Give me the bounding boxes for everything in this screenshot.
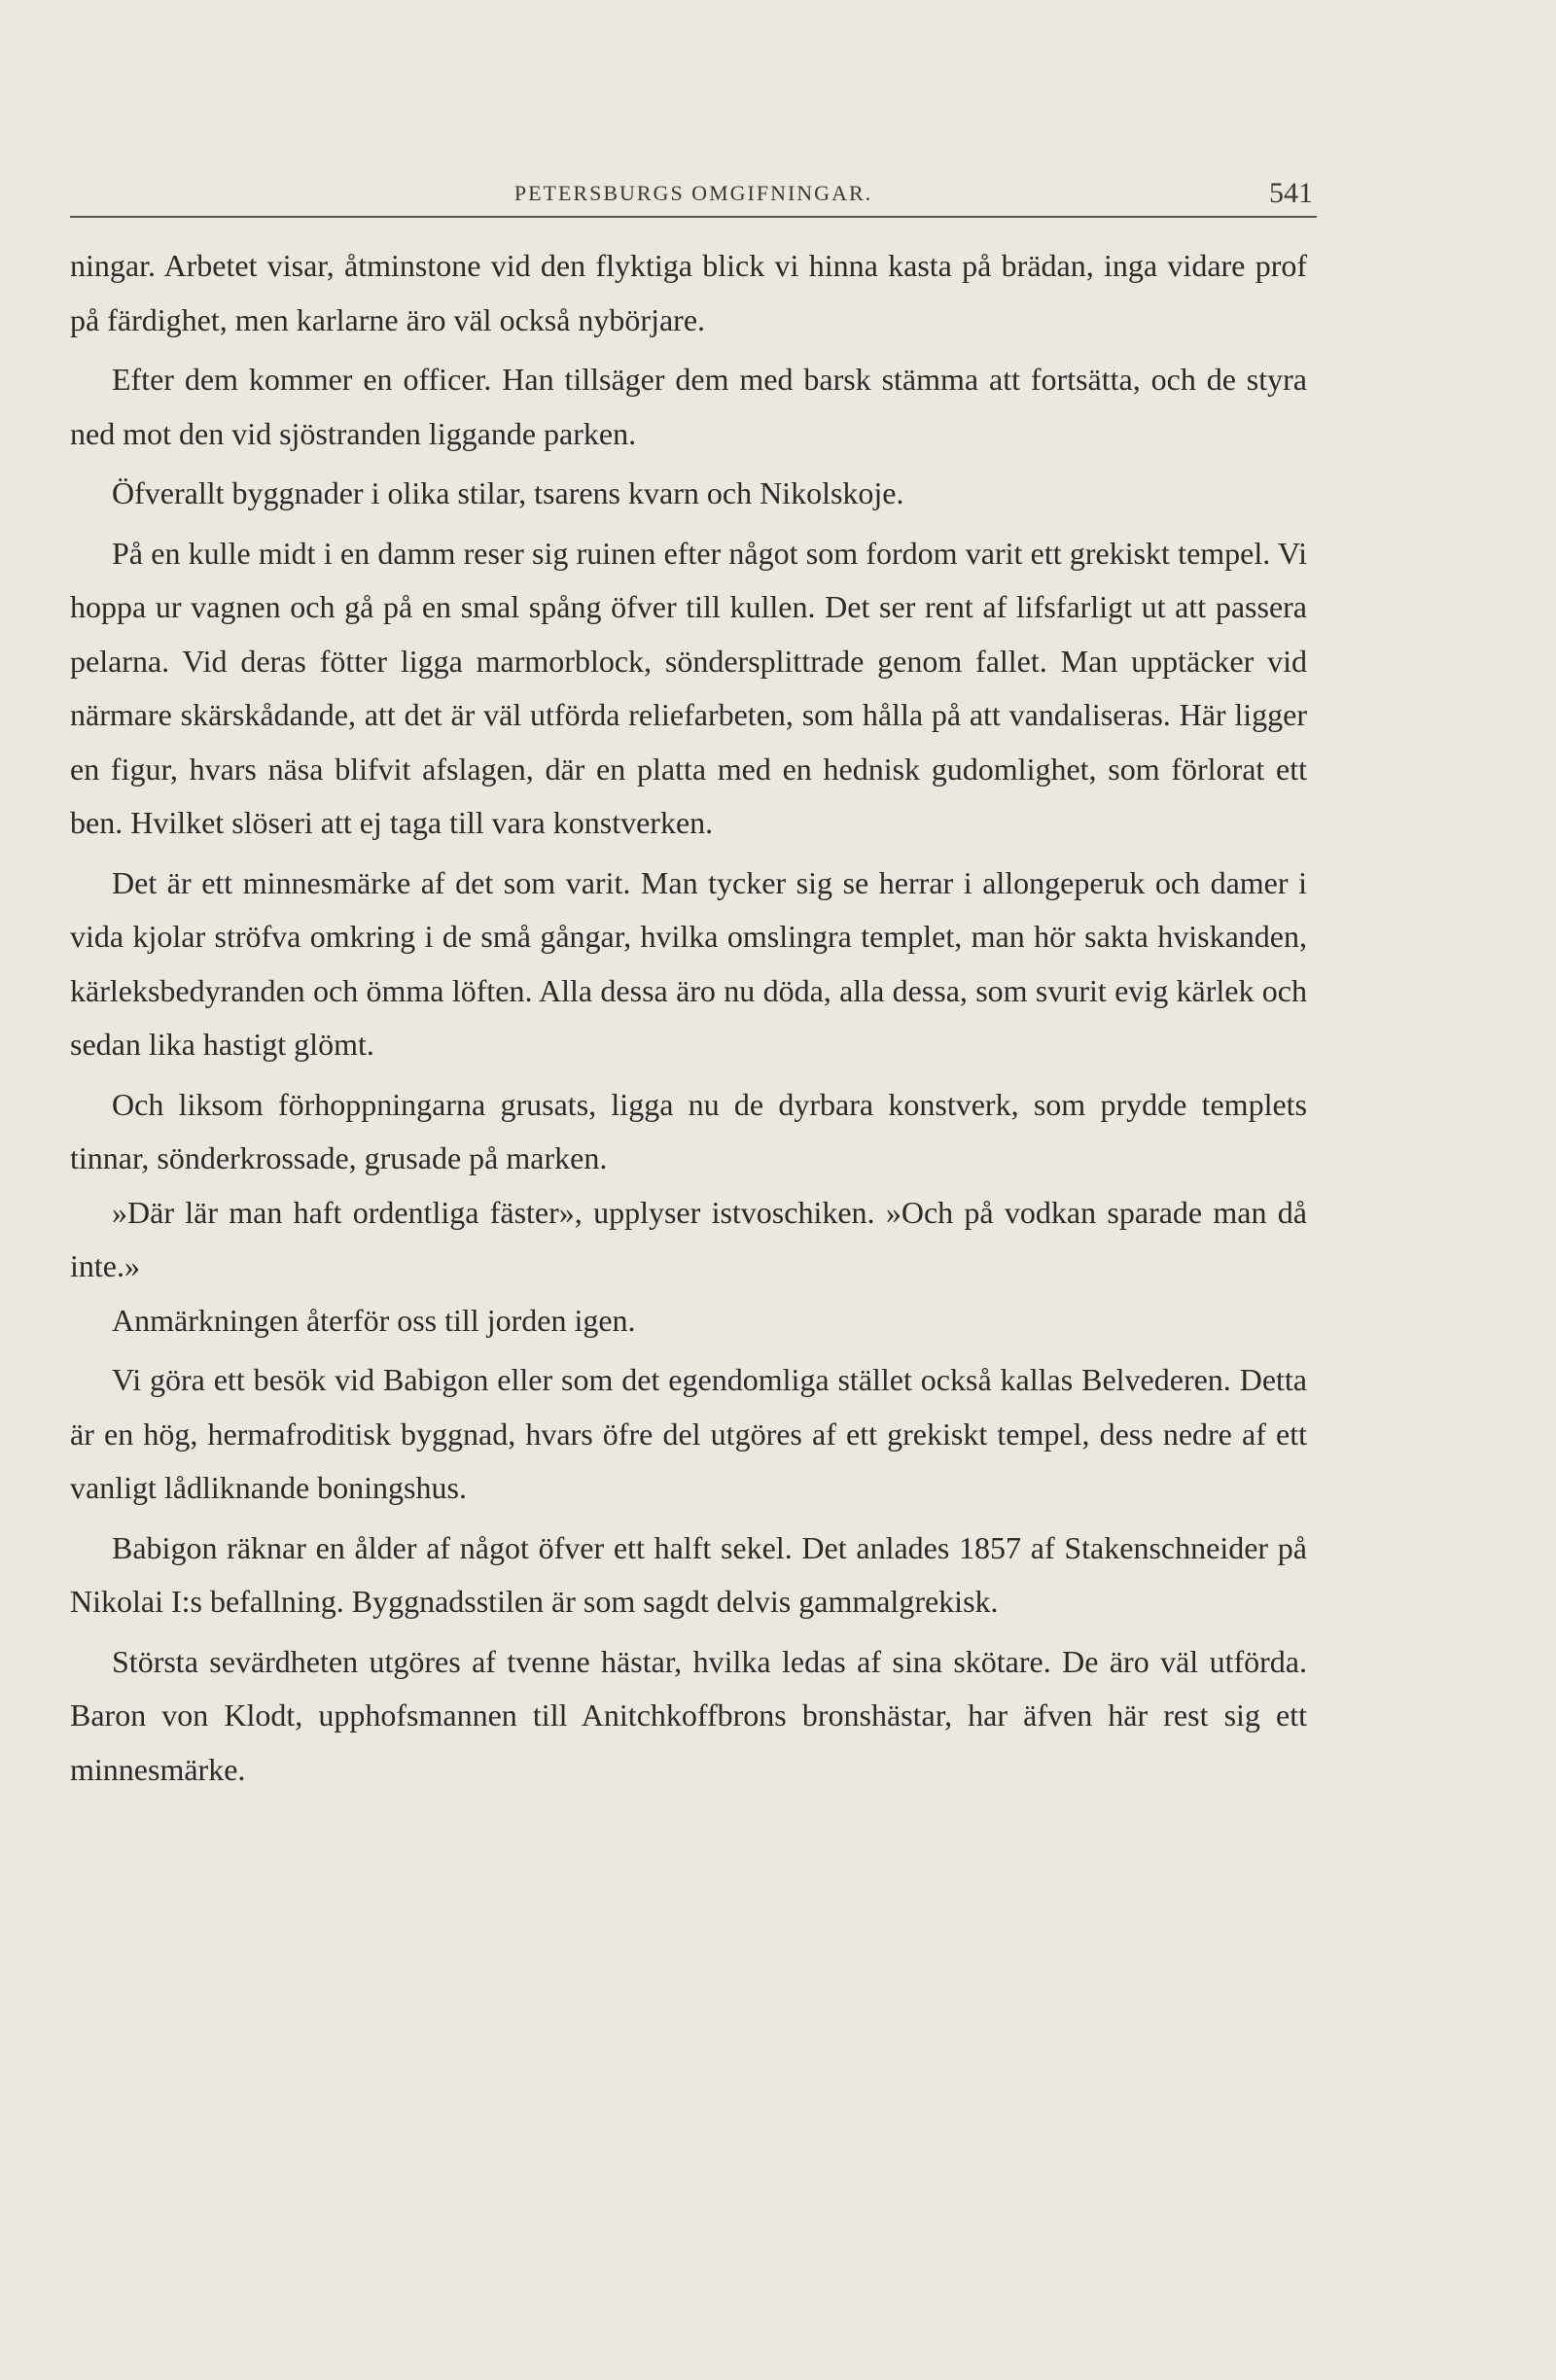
paragraph: Och liksom förhoppningarna grusats, ligga nu de dyrbara konstverk, som prydde templets tinnar, sönderkrossade, grusade på marken. <box>70 1086 1307 1175</box>
page-header <box>70 177 1317 218</box>
paragraph: Efter dem kommer en officer. Han tillsäger dem med barsk stämma att fortsätta, och de styra ned mot den vid sjöstranden liggande parken. <box>70 362 1307 451</box>
paragraph: Öfverallt byggnader i olika stilar, tsarens kvarn och Nikolskoje. <box>112 475 904 510</box>
page-number: 541 <box>1269 177 1313 209</box>
paragraph: Största sevärdheten utgöres af tvenne hästar, hvilka ledas af sina skötare. De äro väl utförda. Baron von Klodt, upphofsmannen till Anitchkoffbrons bronshästar, har äfven här rest sig ett minnesmärke. <box>70 1643 1307 1787</box>
paragraph: Anmärkningen återför oss till jorden igen. <box>112 1302 636 1338</box>
paragraph: Vi göra ett besök vid Babigon eller som det egendomliga stället också kallas Belvederen. Detta är en hög, hermafroditisk byggnad, hvars öfre del utgöres af ett grekiskt tempel, dess nedre af ett vanligt lådliknande boningshus. <box>70 1362 1307 1505</box>
paragraph: »Där lär man haft ordentliga fäster», upplyser istvoschiken. »Och på vodkan sparade man då inte.» <box>70 1194 1307 1283</box>
paragraph: På en kulle midt i en damm reser sig ruinen efter något som fordom varit ett grekiskt tempel. Vi hoppa ur vagnen och gå på en smal spång öfver till kullen. Det ser rent af lifsfarligt ut att passera pelarna. Vid deras fötter ligga marmorblock, söndersplittrade genom fallet. Man upptäcker vid närmare skärskådande, att det är väl utförda reliefarbeten, som hålla på att vandaliseras. Här ligger en figur, hvars näsa blifvit afslagen, där en platta med en hednisk gudomlighet, som förlorat ett ben. Hvilket slöseri att ej taga till vara konstverken. <box>70 535 1307 840</box>
paragraph: Babigon räknar en ålder af något öfver ett halft sekel. Det anlades 1857 af Stakenschneider på Nikolai I:s befallning. Byggnadsstilen är som sagdt delvis gammalgrekisk. <box>70 1529 1307 1619</box>
paragraph: Det är ett minnesmärke af det som varit. Man tycker sig se herrar i allongeperuk och damer i vida kjolar ströfva omkring i de små gångar, hvilka omslingra templet, man hör sakta hviskanden, kärleksbedyranden och ömma löften. Alla dessa äro nu döda, alla dessa, som svurit evig kärlek och sedan lika hastigt glömt. <box>70 864 1307 1062</box>
body-text <box>70 239 1307 1797</box>
running-head: PETERSBURGS OMGIFNINGAR. <box>513 181 873 205</box>
paragraph: ningar. Arbetet visar, åtminstone vid den flyktiga blick vi hinna kasta på brädan, inga vidare prof på färdighet, men karlarne äro väl också nybörjare. <box>70 248 1307 337</box>
